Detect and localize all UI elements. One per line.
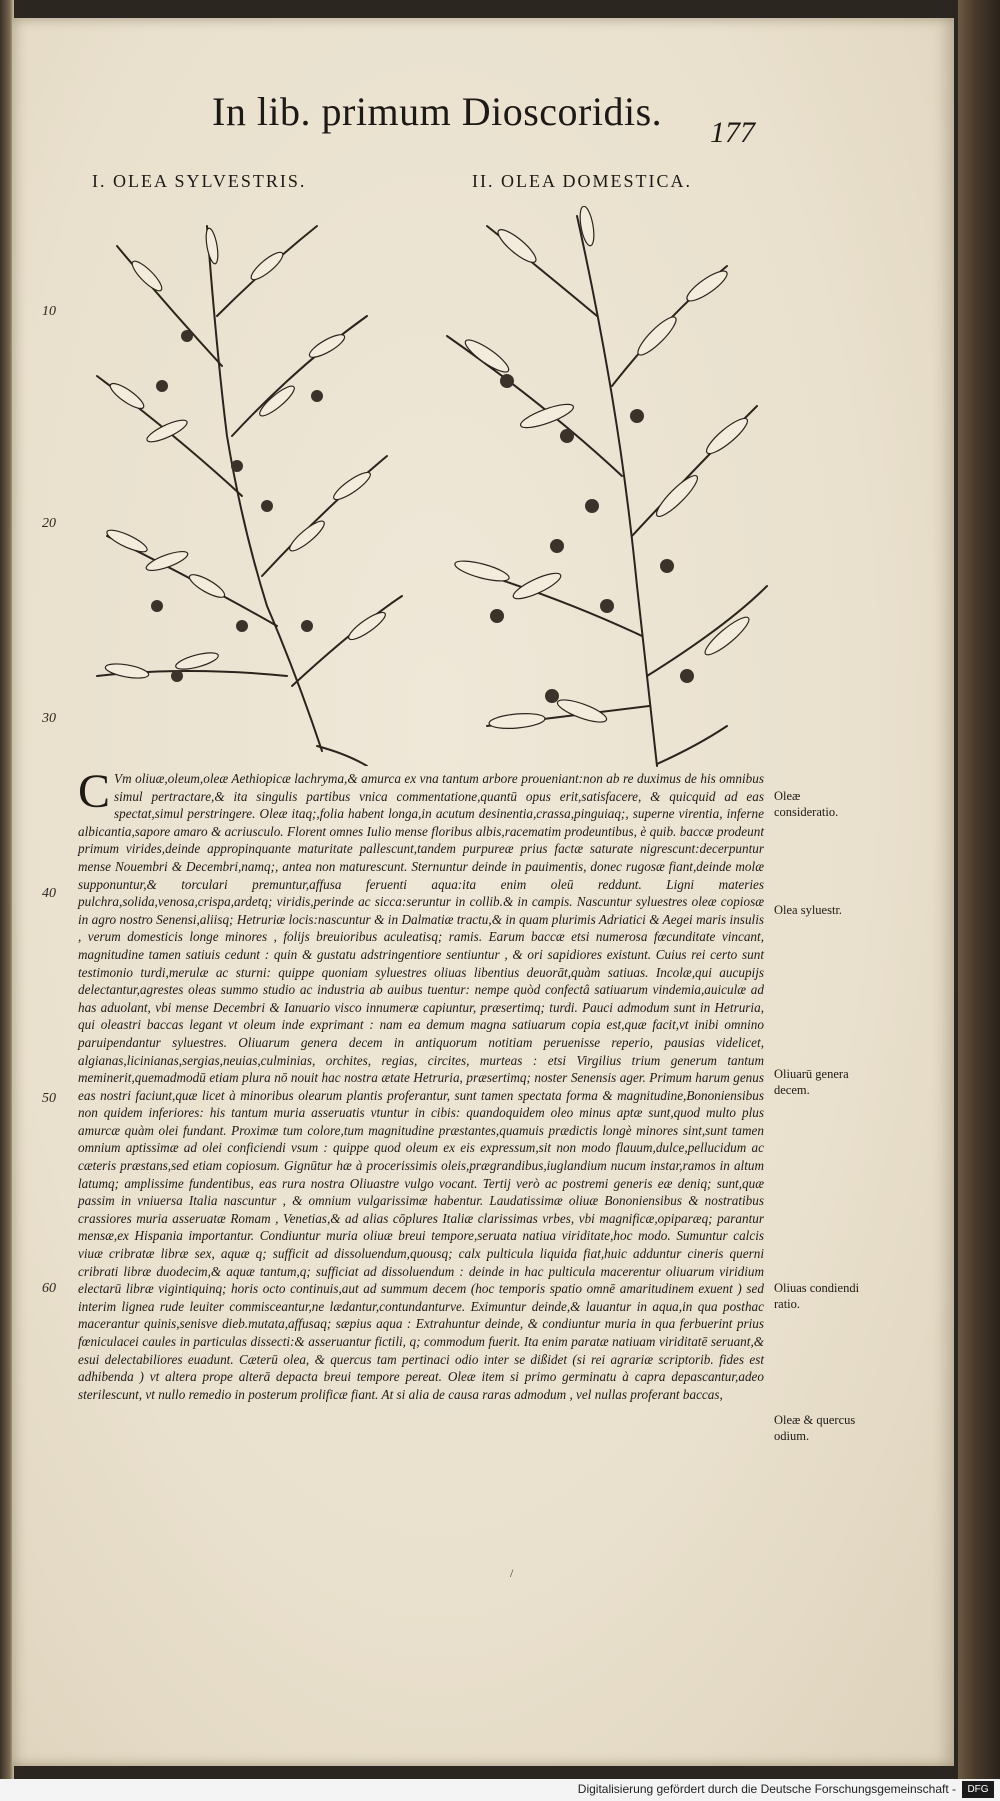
marginal-note-oleae-quercus: Oleæ & quercus odium. bbox=[774, 1413, 856, 1443]
page-edges bbox=[958, 0, 1000, 1801]
page-number: 177 bbox=[710, 116, 755, 149]
commentary-body: Vm oliuæ,oleum,oleæ Aethiopicæ lachryma,& amurca ex vna tantum arbore proueniant:non ab re duximus de his omnibus simul pertractare,& ita singulis partibus vnica commentatione,quantū opus erit,satisfacere, & quicquid ad eas spectat,simul perstringere. Oleæ itaq;,folia habent longa,in acutum desinentia,crassa,pinguiaq;, superne virentia, inferne albicantia,sapore amaro & acriusculo. Florent omnes Iulio mense floribus albis,racematim prodeuntibus, è quib. baccæ prodeunt primum virides,deinde appropinquante maturitate pallescunt,tandem purpureæ prius factæ saturate nigrescunt:decerpuntur mense Nouembri & Decembri,namq;, antea non maturescunt. Sternuntur deinde in pauimentis, donec rugosæ fiant,deinde molæ supponuntur,& torculari premuntur,affusa feruenti aqua:ita enim oleū reddunt. Ligni materies pulchra,solida,venosa,crispa,ardetq; viridis,perinde ac sicca:seruntur in collib.& in campis. Nascuntur syluestres oleæ copiosæ in agro nostro Senensi,aliisq; Hetruriæ locis:nascuntur & in Dalmatiæ tractu,& in quam plurimis Adriatici & Aegei maris insulis , verum domesticis longe minores , folijs breuioribus aculeatisq; ramis. Earum baccæ etsi numerosa fœcunditate vincant, magnitudine tamen satiuis cedunt : quin & gustatu adstringentiore sentiuntur , & ori sapidiores existunt. Cuius rei certo sunt testimonio turdi,merulæ ac sturni: quippe quoniam syluestres oliuas libentius deuorāt,quàm satiuas. Incolæ,qui aucupijs delectantur,agrestes oleas summo studio ac industria ab auibus tuentur: nempe quòd confectâ satiuarum vindemia,auiculæ ad has aduolant, vbi mense Decembri & Ianuario visco innumeræ capiuntur, præsertimq; turdi. Pauci admodum sunt in Hetruria, qui oleastri baccas legant vt oleum inde exprimant : nam ea demum magna satiuarum copia est,quæ facit,vt inibi omnino paruipendantur syluestres. Oliuarum genera decem in antiquorum notitiam peruenisse reperio, pausias videlicet, algianas,licinianas,sergias,neuias,culminias, orchites, regias, circites, murteas : etsi Virgilius trium generum tantum meminerit,quemadmodū etiam plura nō nouit hac nostra ætate Hetruria, præsertimq; noster Senensis ager. Primum harum genus eas nostri faciunt,quæ licet à minoribus olearum plantis proferantur, sunt tamen spectata forma & magnitudine,Bononiensibus non quidem inferiores: his tantum muria asseruatis vtuntur in cibis: quandoquidem oleo minus aptæ sunt,quod multo plus amurcæ quàm olei fundant. Proximæ tum colore,tum magnitudine præstantes,quamuis prædictis longè minores sint,sunt tamen omnium aptissimæ ad olei conficiendi vsum : quippe quod oleum ex eis expressum,sit non modo flauum,dulce,pellucidum ac cæteris præstans,sed etiam copiosum. Gignūtur hæ à procerissimis oleis,prægrandibus,iuglandium nucum instar,ramos in altum latumq; amplissime fundentibus, eas rura nostra Oliuastre vulgo vocant. Tertij verò ac postremi generis eæ deniq; sunt,quæ passim in vniuersa Italia nascuntur , & omnium vulgarissimæ habentur. Laudatissimæ oliuæ Bononiensibus & nostratibus crassiores muria asseruatæ Romam , Venetias,& ad alias cōplures Italiæ clarissimas vrbes, vbi magnificæ,opiparæq; parantur mensæ,ex Hispania importantur. Condiuntur muria oliuæ breui tempore,seruata natiua viriditate,hoc modo. Sumuntur calcis viuæ cribratæ libræ sex, aquæ q; sufficit ad dissoluendum,quousq; calx pulticula liquida fiat,huic adduntur cineris querni cribrati libræ duodecim,& aquæ tantum,q; sufficiat ad dissoluendum : deinde in hac pulticula macerentur oliuarum viridium electarū libræ vigintiquinq; horis octo continuis,aut ad summum decem (hoc temporis spatio omnē amaritudinem exuent ) sed interim lignea rude leuiter commisceantur,ne lædantur,contundanturve. Eximuntur deinde,& lauantur in aqua,in qua posthac macerantur quinis,senisve dieb.mutata,affusaq; sæpius aqua : Extrahuntur deinde, & condiuntur muria in qua ferbuerint prius fœniculacei caules in particulas dissecti:& asseruantur fictili, q; commodum fuerit. Ita enim paratæ natiuam viriditatē seruant,& esui delectabiliores euadunt. Cæterū olea, & quercus tam pertinaci odio inter se dißidet (si rei agrariæ scriptorib. fides est adhibenda ) vt altera prope alterā depacta breui tempore pereat. Oleæ item si primo germinatu à capra depascantur,adeo sterilescunt, vt nullo remedio in posterum prolificæ fiant. At si alia de causa raras admodum , vel nullas proferant baccas, bbox=[78, 771, 764, 1402]
marginal-note-olea-syluestr: Olea syluestr. bbox=[774, 903, 843, 917]
marginal-note-oliuarum-genera: Oliuarū genera decem. bbox=[774, 1067, 849, 1097]
line-number-20: 20 bbox=[42, 516, 56, 531]
line-number-50: 50 bbox=[42, 1091, 56, 1106]
line-number-10: 10 bbox=[42, 304, 56, 319]
commentary-text bbox=[78, 765, 764, 1403]
dfg-logo: DFG bbox=[962, 1781, 994, 1798]
woodcut-olea-sylvestris bbox=[67, 206, 417, 766]
drop-cap-initial: C bbox=[78, 765, 111, 818]
line-number-40: 40 bbox=[42, 886, 56, 901]
figure-caption-olea-domestica: II. OLEA DOMESTICA. bbox=[472, 171, 692, 191]
signature-mark: / bbox=[510, 1566, 514, 1580]
woodcut-olea-domestica bbox=[427, 206, 777, 776]
line-number-60: 60 bbox=[42, 1281, 56, 1296]
running-title: In lib. primum Dioscoridis. bbox=[212, 89, 663, 134]
marginal-note-oliuas-condiendi: Oliuas condiendi ratio. bbox=[774, 1281, 860, 1311]
figure-caption-olea-sylvestris: I. OLEA SYLVESTRIS. bbox=[92, 171, 307, 191]
marginal-note-oleae-consideratio: Oleæ consideratio. bbox=[774, 789, 839, 819]
digitization-credit: Digitalisierung gefördert durch die Deutsche Forschungsgemeinschaft - bbox=[577, 1782, 956, 1796]
book-page bbox=[12, 18, 954, 1766]
digitization-footer bbox=[0, 1779, 1000, 1801]
line-number-30: 30 bbox=[42, 711, 56, 726]
